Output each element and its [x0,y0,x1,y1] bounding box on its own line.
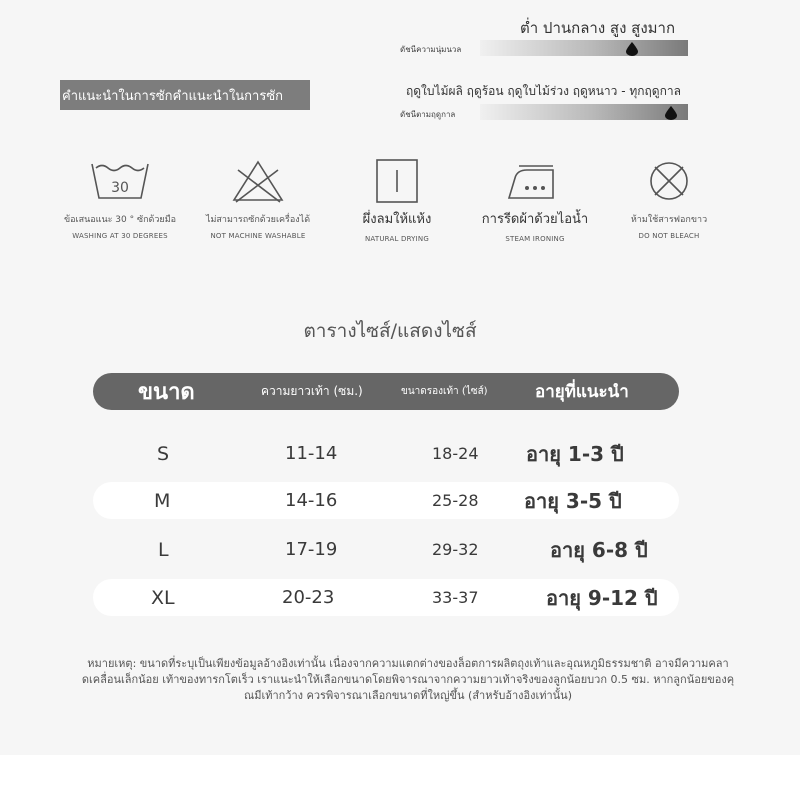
care-item-natural-drying [322,158,472,243]
row-age: อายุ 1-3 ปี [526,441,624,466]
no-machine-wash-icon [228,158,288,204]
row-size: L [158,538,169,561]
care-caption-th: ข้อเสนอแนะ 30 ° ซักด้วยมือ [63,215,177,225]
row-foot-length: 14-16 [285,490,338,511]
care-item-no-machine-wash [183,158,333,240]
table-row [93,435,679,472]
natural-drying-icon [367,158,427,204]
care-item-wash-30 [45,158,195,240]
row-foot-length: 17-19 [285,539,338,560]
care-item-no-bleach [594,158,744,240]
row-shoe-size: 29-32 [432,540,479,559]
size-note-line: หมายเหตุ: ขนาดที่ระบุเป็นเพียงข้อมูลอ้างอิงเท่านั้น เนื่องจากความแตกต่างของล็อตการผลิตถุงเท้าและอุณหภูมิธรรมชาติ อาจมีความคลา [87,657,729,670]
care-item-steam-ironing [460,158,610,243]
season-level-marker-icon [665,106,677,120]
row-size: XL [151,586,175,609]
care-caption-th: ห้ามใช้สารฟอกขาว [630,215,708,225]
row-foot-length: 11-14 [285,443,338,464]
softness-scale-label: ดัชนีความนุ่มนวล [400,45,462,54]
care-caption-en: DO NOT BLEACH [638,232,700,240]
row-shoe-size: 25-28 [432,491,479,510]
header-shoe-size: ขนาดรองเท้า (ไซส์) [401,386,488,397]
header-size: ขนาด [138,380,195,405]
row-shoe-size: 33-37 [432,588,479,607]
care-caption-en: WASHING AT 30 DEGREES [72,232,168,240]
table-row [93,482,679,519]
size-table-header [93,373,679,410]
header-recommended-age: อายุที่แนะนำ [535,382,629,402]
care-caption-th: การรีดผ้าด้วยไอน้ำ [481,212,589,227]
row-age: อายุ 3-5 ปี [524,488,622,513]
table-row [93,579,679,616]
wash-temp-symbol: 30 [111,180,129,196]
row-size: S [157,442,170,465]
care-caption-en: STEAM IRONING [505,235,565,243]
season-scale-header: ฤดูใบไม้ผลิ ฤดูร้อน ฤดูใบไม้ร่วง ฤดูหนาว - ทุกฤดูกาล [406,84,681,98]
care-caption-en: NOT MACHINE WASHABLE [210,232,306,240]
row-age: อายุ 9-12 ปี [546,585,658,610]
softness-scale-header: ต่ำ ปานกลาง สูง สูงมาก [520,19,676,37]
care-caption-th: ไม่สามารถซักด้วยเครื่องได้ [205,215,311,225]
season-scale-bar [480,104,688,120]
steam-iron-icon [505,158,565,204]
size-table-title: ตารางไซส์/แสดงไซส์ [303,320,477,342]
softness-level-marker-icon [626,42,638,56]
row-age: อายุ 6-8 ปี [550,537,648,562]
care-caption-en: NATURAL DRYING [365,235,429,243]
row-shoe-size: 18-24 [432,444,479,463]
season-scale-label: ดัชนีตามฤดูกาล [400,110,456,119]
no-bleach-icon [639,158,699,204]
care-caption-th: ผึ่งลมให้แห้ง [362,212,432,227]
wash-30-icon [90,158,150,204]
table-row [93,531,679,568]
washing-guide-title: คำแนะนำในการซักคำแนะนำในการซัก [60,80,310,110]
size-note-line: ณมีเท้ากว้าง ควรพิจารณาเลือกขนาดที่ใหญ่ขึ้น (สำหรับอ้างอิงเท่านั้น) [243,689,572,702]
size-note [24,656,792,704]
header-foot-length: ความยาวเท้า (ซม.) [261,384,363,398]
size-note-line: ดเคลื่อนเล็กน้อย เท้าของทารกโตเร็ว เราแนะนำให้เลือกขนาดโดยพิจารณาจากความยาวเท้าจริงของลูกน้อยบวก 0.5 ซม. หากลูกน้อยของคุ [81,673,735,686]
row-foot-length: 20-23 [282,587,335,608]
row-size: M [154,489,171,512]
softness-scale-bar [480,40,688,56]
